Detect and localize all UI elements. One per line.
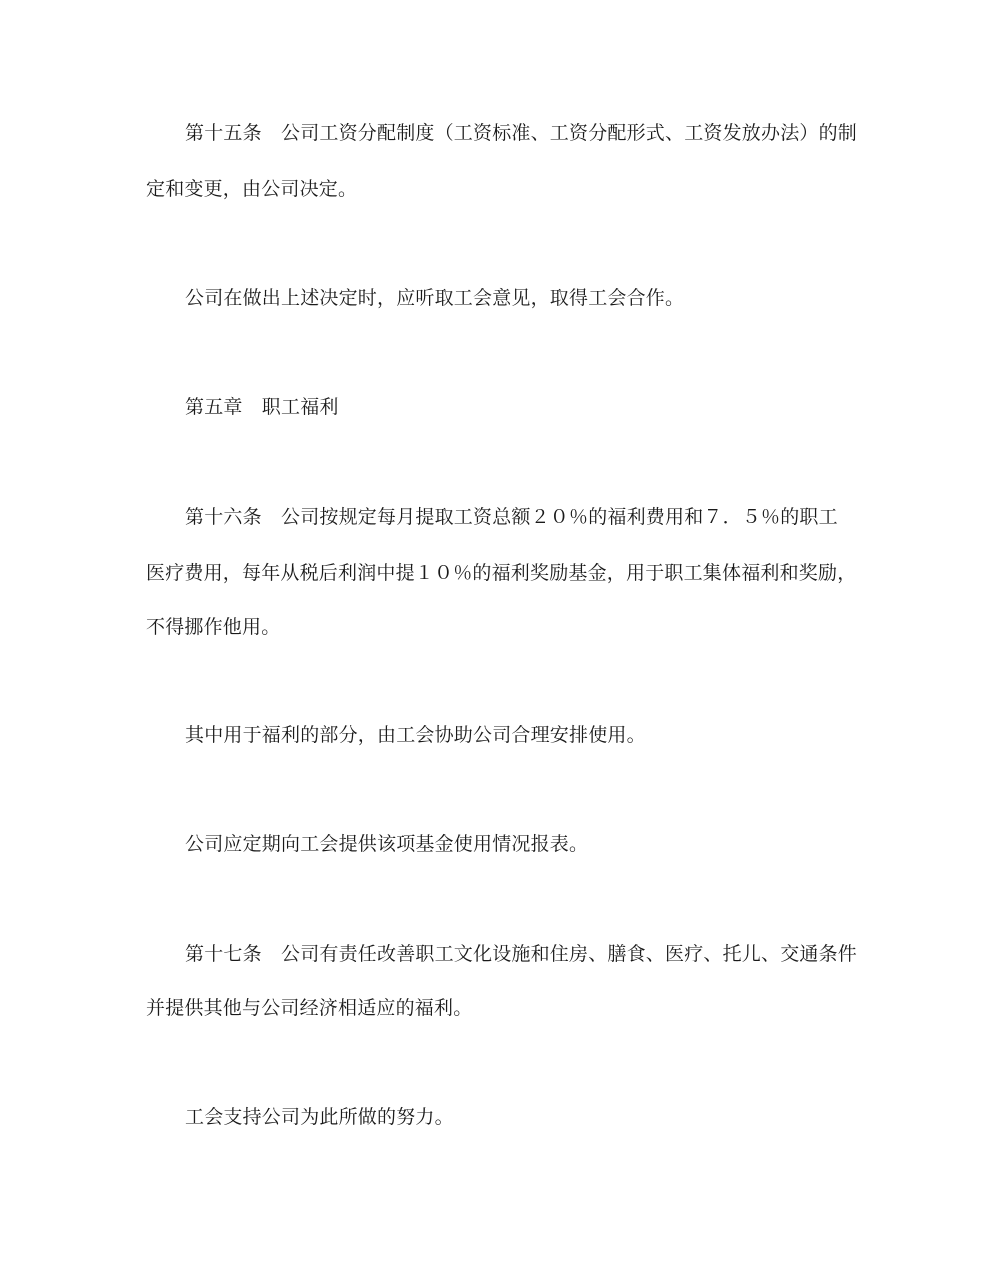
paragraph-union-opinion: 公司在做出上述决定时，应听取工会意见，取得工会合作。 <box>185 287 685 309</box>
chapter-5-heading: 第五章 职工福利 <box>185 396 339 418</box>
article-16-line-3: 不得挪作他用。 <box>146 616 281 638</box>
article-16-line-1: 第十六条 公司按规定每月提取工资总额２０％的福利费用和７．５％的职工 <box>185 506 838 528</box>
article-17-line-2: 并提供其他与公司经济相适应的福利。 <box>146 997 473 1019</box>
paragraph-union-support: 工会支持公司为此所做的努力。 <box>185 1106 454 1128</box>
article-17-line-1: 第十七条 公司有责任改善职工文化设施和住房、膳食、医疗、托儿、交通条件 <box>185 943 858 965</box>
paragraph-welfare-use: 其中用于福利的部分，由工会协助公司合理安排使用。 <box>185 724 646 746</box>
paragraph-fund-report: 公司应定期向工会提供该项基金使用情况报表。 <box>185 833 589 855</box>
article-15-line-1: 第十五条 公司工资分配制度（工资标准、工资分配形式、工资发放办法）的制 <box>185 122 858 144</box>
article-16-line-2: 医疗费用，每年从税后利润中提１０％的福利奖励基金，用于职工集体福利和奖励， <box>146 562 857 584</box>
article-15-line-2: 定和变更，由公司决定。 <box>146 178 358 200</box>
